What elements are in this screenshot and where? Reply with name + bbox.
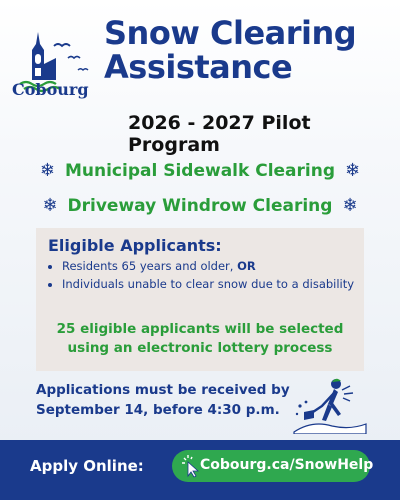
deadline-line-1: Applications must be received by: [36, 382, 290, 398]
apply-link-url[interactable]: Cobourg.ca/SnowHelp: [200, 457, 374, 473]
page-title: [104, 16, 356, 84]
eligibility-list: [46, 258, 362, 294]
footer-bar: [0, 440, 400, 500]
title-line-2: Assistance: [104, 48, 293, 86]
list-item: [62, 258, 362, 274]
eligibility-item-text: Individuals unable to clear snow due to a disability: [62, 277, 355, 291]
service-label: Driveway Windrow Clearing: [67, 196, 333, 216]
list-item: [62, 276, 362, 292]
deadline-line-2: September 14, before 4:30 p.m.: [36, 402, 280, 418]
service-sidewalk: [0, 160, 400, 181]
title-line-1: Snow Clearing: [104, 14, 357, 52]
service-windrow: [0, 195, 400, 216]
deadline-text: [36, 380, 296, 420]
apply-link-button[interactable]: [172, 450, 374, 482]
eligibility-box: [36, 228, 364, 371]
apply-online-label: Apply Online:: [30, 457, 144, 475]
eligibility-item-text: Residents 65 years and older,: [62, 259, 238, 273]
shoveler-icon: [292, 376, 368, 434]
eligibility-item-emphasis: OR: [237, 259, 256, 273]
snowflake-icon: ❄: [39, 160, 55, 181]
service-label: Municipal Sidewalk Clearing: [64, 161, 336, 181]
logo-wordmark: Cobourg: [12, 80, 89, 99]
lottery-note: [36, 320, 364, 358]
snowflake-icon: ❄: [42, 195, 58, 216]
snowflake-icon: ❄: [345, 160, 361, 181]
eligibility-title: Eligible Applicants:: [48, 236, 222, 255]
cursor-click-icon: [180, 454, 200, 478]
program-subtitle: 2026 - 2027 Pilot Program: [128, 112, 311, 156]
lottery-line-2: using an electronic lottery process: [67, 340, 333, 356]
lottery-line-1: 25 eligible applicants will be selected: [56, 321, 344, 337]
snowflake-icon: ❄: [342, 195, 358, 216]
